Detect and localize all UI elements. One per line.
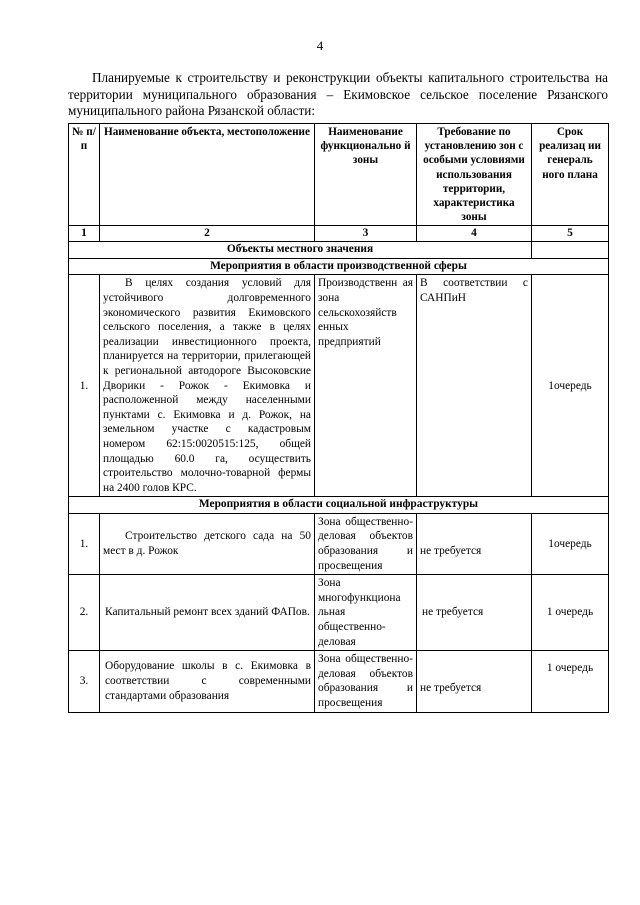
object-name: Капитальный ремонт всех зданий ФАПов.: [100, 575, 315, 651]
header-object-name: Наименование объекта, местоположение: [100, 124, 315, 226]
group-title-row: [69, 242, 609, 259]
object-name: В целях создания условий для устойчивого долговременного экономического развития Екимовского сельского поселения, а также в целях реализации инвестиционного проекта, планируется на территории, прилегающей к региональной автодороге Высоковские Дворики - Рожок - Екимовка и расположенной между населенными пунктами с. Екимовка и д. Рожок, на земельном участке с кадастровым номером 62:15:0020515:125, общей площадью 60.0 га, осуществить строительство молочно-товарной фермы на 2400 голов КРС.: [100, 275, 315, 497]
table-row: [69, 275, 609, 497]
row-number: 3.: [69, 651, 100, 712]
header-zone-requirements: Требование по установлению зон с особыми условиями использования территории, характеристика зоны: [417, 124, 532, 226]
zone-requirement: не требуется: [417, 651, 532, 712]
header-implementation-term: Срок реализац ии генераль ного плана: [532, 124, 609, 226]
column-numbers-row: [69, 226, 609, 242]
table-row: [69, 575, 609, 651]
section-title-row: [69, 497, 609, 514]
zone-name: Зона общественно-деловая объектов образования и просвещения: [315, 651, 417, 712]
zone-requirement: В соответствии с САНПиН: [417, 275, 532, 497]
column-number: 2: [100, 226, 315, 242]
object-name: Строительство детского сада на 50 мест в д. Рожок: [100, 513, 315, 574]
header-number: № п/п: [69, 124, 100, 226]
row-number: 2.: [69, 575, 100, 651]
empty-cell: [532, 242, 609, 259]
implementation-term: 1очередь: [532, 275, 609, 497]
zone-name: Производственн ая зона сельскохозяйств енных предприятий: [315, 275, 417, 497]
page-number: 4: [316, 38, 324, 53]
column-number: 1: [69, 226, 100, 242]
row-number: 1.: [69, 275, 100, 497]
table-header-row: [69, 124, 609, 226]
zone-requirement: не требуется: [417, 513, 532, 574]
table-row: [69, 651, 609, 712]
section-title-production: Мероприятия в области производственной сферы: [69, 258, 609, 275]
zone-name: Зона общественно-деловая объектов образования и просвещения: [315, 513, 417, 574]
zone-name: Зона многофункциона льная общественно-деловая: [315, 575, 417, 651]
implementation-term: 1очередь: [532, 513, 609, 574]
implementation-term: 1 очередь: [532, 651, 609, 712]
header-zone-name: Наименование функционально й зоны: [315, 124, 417, 226]
column-number: 5: [532, 226, 609, 242]
construction-plan-table: [68, 123, 609, 713]
section-title-social: Мероприятия в области социальной инфраструктуры: [69, 497, 609, 514]
column-number: 4: [417, 226, 532, 242]
object-name: Оборудование школы в с. Екимовка в соответствии с современными стандартами образования: [100, 651, 315, 712]
section-title-row: [69, 258, 609, 275]
group-title: Объекты местного значения: [69, 242, 532, 259]
row-number: 1.: [69, 513, 100, 574]
implementation-term: 1 очередь: [532, 575, 609, 651]
zone-requirement: не требуется: [417, 575, 532, 651]
column-number: 3: [315, 226, 417, 242]
table-row: [69, 513, 609, 574]
intro-paragraph: Планируемые к строительству и реконструкции объекты капитального строительства на территории муниципального образования – Екимовское сельское поселение Рязанского муниципального района Рязанской области:: [68, 70, 608, 118]
